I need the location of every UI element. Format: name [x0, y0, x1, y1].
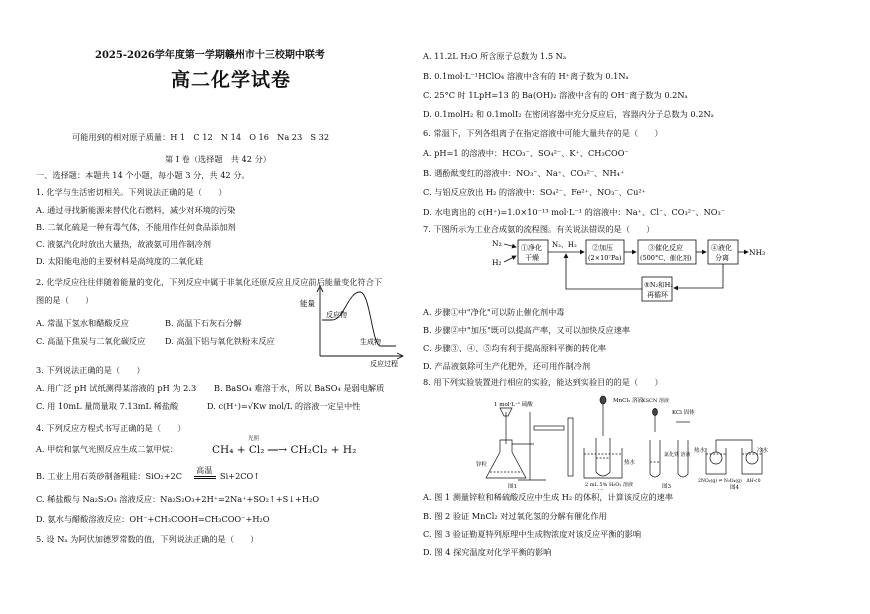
q7-option-b[interactable]: B. 步骤②中"加压"既可以提高产率，又可以加快反应速率	[423, 325, 631, 335]
q1-option-d[interactable]: D. 太阳能电池的主要材料是高纯度的二氧化硅	[36, 256, 204, 266]
energy-diagram	[298, 284, 410, 368]
q5-option-b[interactable]: B. 0.1mol·L⁻¹HClO₄ 溶液中含有的 H⁺离子数为 0.1Nₐ	[423, 71, 629, 81]
q7-stem: 7. 下图所示为工业合成氨的流程图。有关说法错误的是（ ）	[423, 224, 655, 234]
energy-reactants-label: 反应物	[326, 311, 347, 319]
q8-stem: 8. 用下列实验装置进行相应的实验，能达到实验目的的是（ ）	[423, 377, 663, 387]
section1-intro: 一、选择题：本题共 14 个小题，每小题 3 分，共 42 分。	[36, 170, 250, 180]
q5-option-d[interactable]: D. 0.1molH₂ 和 0.1molI₂ 在密闭容器中充分反应后，容器内分子总数为 0.2Nₐ	[423, 109, 714, 119]
flow-step3-line2: (500°C、催化剂)	[640, 254, 692, 262]
flow-n2-label: N₂	[492, 239, 502, 248]
q2-option-d[interactable]: D. 高温下铝与氧化铁粉末反应	[165, 336, 275, 346]
flow-h2-label: H₂	[492, 258, 502, 267]
q7-option-d[interactable]: D. 产品液氨除可生产化肥外，还可用作制冷剂	[423, 361, 591, 371]
fig3-fecl3-label: 氯化铁 溶液	[664, 452, 691, 458]
part1-title: 第 Ⅰ 卷（选择题 共 42 分）	[165, 154, 271, 164]
fig3-kscn-label: KSCN 溶液	[642, 398, 669, 404]
q4-option-a-condition: 光照	[248, 436, 260, 442]
apparatus-figures	[472, 392, 772, 490]
flow-step2-line1: ②加压	[592, 244, 613, 252]
energy-x-label: 反应过程	[370, 360, 398, 368]
q4-option-b-condition: 高温	[196, 465, 213, 475]
q6-stem: 6. 常温下，下列各组离子在指定溶液中可能大量共存的是（ ）	[423, 128, 663, 138]
flow-nh3-label: NH₃	[749, 248, 766, 257]
q4-stem: 4. 下列反应方程式书写正确的是（ ）	[36, 423, 186, 433]
flow-h2-arrow	[504, 256, 516, 262]
fig3-apparatus	[650, 409, 690, 478]
flow-step5-line2: 再循环	[647, 291, 668, 299]
energy-curve	[322, 292, 396, 346]
q4-option-a-label[interactable]: A. 甲烷和氯气光照反应生成二氯甲烷：	[36, 444, 179, 454]
flow-step5-line1: ⑤N₂和H₂	[644, 281, 673, 289]
q2-option-c[interactable]: C. 高温下焦炭与二氧化碳反应	[36, 336, 146, 346]
q4-option-b-label[interactable]: B. 工业上用石英砂制备粗硅：SiO₂+2C	[36, 471, 183, 481]
atomic-masses: 可能用到的相对原子质量：H 1 C 12 N 14 O 16 Na 23 S 32	[72, 132, 330, 142]
q1-option-a[interactable]: A. 通过寻找新能源来替代化石燃料，减少对环境的污染	[36, 205, 236, 215]
fig4-cold-label: 冷水	[757, 448, 769, 454]
ammonia-flowchart	[490, 234, 775, 302]
q2-option-a[interactable]: A. 常温下氢水和醋酸反应	[36, 318, 129, 328]
fig3-kcl-label: KCl 固体	[672, 410, 695, 416]
q3-option-c[interactable]: C. 用 10mL 量筒量取 7.13mL 稀盐酸	[36, 401, 179, 411]
q6-option-b[interactable]: B. 遇酚酞变红的溶液中：NO₃⁻、Na⁺、CO₃²⁻、NH₄⁺	[423, 168, 625, 178]
fig1-caption: 图1	[508, 484, 517, 490]
flow-step4-line2: 分离	[715, 254, 729, 262]
q5-option-c[interactable]: C. 25°C 时 1LpH=13 的 Ba(OH)₂ 溶液中含有的 OH⁻离子数为 0.2Nₐ	[423, 90, 688, 100]
flow-recycle-arrow-in	[674, 264, 723, 288]
q4-option-b-equals-bottom	[194, 478, 216, 479]
fig3-caption: 图3	[662, 484, 671, 490]
fig2-water-label: 热水	[624, 460, 636, 466]
q6-option-d[interactable]: D. 水电离出的 c(H⁺)=1.0×10⁻¹³ mol·L⁻¹ 的溶液中：Na⁺、Cl⁻、CO₃²⁻、NO₃⁻	[423, 207, 726, 217]
fig2-mncl2-label: MnCl₂ 溶液	[613, 398, 644, 404]
q1-option-b[interactable]: B. 二氧化硫是一种有毒气体，不能用作任何食品添加剂	[36, 222, 236, 232]
flow-n2-arrow	[504, 244, 516, 247]
fig4-caption: 图4	[730, 485, 739, 490]
flow-mid-n2h2: N₂、H₂	[552, 241, 577, 249]
q8-option-a[interactable]: A. 图 1 测量锌粒和稀硫酸反应中生成 H₂ 的体积，计算该反应的速率	[423, 492, 674, 502]
q7-option-c[interactable]: C. 步骤③、④、⑤均有利于提高原料平衡的转化率	[423, 343, 607, 353]
flow-step3-line1: ③催化反应	[648, 244, 683, 252]
q3-stem: 3. 下列说法正确的是（ ）	[36, 365, 145, 375]
q2-stem-line2: 图的是（ ）	[36, 295, 94, 305]
energy-products-label: 生成物	[360, 338, 381, 346]
q2-option-b[interactable]: B. 高温下石灰石分解	[165, 318, 242, 328]
flow-step4-line1: ④液化	[711, 244, 732, 252]
fig4-hot-label: 热水	[694, 448, 706, 454]
flow-step1-line1: ①净化	[521, 244, 542, 252]
q4-option-c[interactable]: C. 稀盐酸与 Na₂S₂O₃ 溶液反应：Na₂S₂O₃+2H⁺=2Na⁺+SO₂↑+S↓+H₂O	[36, 494, 320, 504]
q8-option-d[interactable]: D. 图 4 探究温度对化学平衡的影响	[423, 547, 552, 557]
fig4-apparatus	[706, 440, 762, 474]
q3-option-d[interactable]: D. c(H⁺)=√Kw mol/L 的溶液一定呈中性	[207, 401, 361, 411]
q2-stem-line1: 2. 化学反应往往伴随着能量的变化，下列反应中属于非氧化还原反应且反应前后能量变化符合下	[36, 277, 383, 287]
q1-stem: 1. 化学与生活密切相关。下列说法正确的是（ ）	[36, 187, 227, 197]
fig2-caption	[598, 488, 607, 490]
q6-option-a[interactable]: A. pH=1 的溶液中：HCO₃⁻、SO₄²⁻、K⁺、CH₃COO⁻	[423, 148, 629, 158]
q6-option-c[interactable]: C. 与铝反应放出 H₂ 的溶液中：SO₄²⁻、Fe²⁺、NO₃⁻、Cu²⁺	[423, 187, 646, 197]
q8-option-c[interactable]: C. 图 3 验证勒夏特列原理中生成物浓度对该反应平衡的影响	[423, 529, 642, 539]
q7-option-a[interactable]: A. 步骤①中"净化"可以防止催化剂中毒	[423, 307, 565, 317]
exam-title: 高二化学试卷	[171, 69, 292, 91]
flow-step2-line2: (2×10⁷Pa)	[588, 254, 622, 262]
q3-option-a[interactable]: A. 用广泛 pH 试纸测得某溶液的 pH 为 2.3	[36, 383, 197, 393]
fig1-apparatus	[486, 408, 573, 480]
fig1-zinc-label: 锌粒	[476, 462, 488, 468]
q4-option-b-equals-top	[194, 476, 216, 477]
flow-step1-line2: 干燥	[525, 254, 539, 262]
q3-option-b[interactable]: B. BaSO₄ 难溶于水，所以 BaSO₄ 是弱电解质	[214, 383, 385, 393]
q1-option-c[interactable]: C. 液氨汽化时放出大量热，故液氨可用作制冷剂	[36, 239, 211, 249]
q8-option-b[interactable]: B. 图 2 验证 MnCl₂ 对过氧化氢的分解有催化作用	[423, 511, 607, 521]
q4-option-d[interactable]: D. 氨水与醋酸溶液反应：OH⁻+CH₃COOH=CH₃COO⁻+H₂O	[36, 514, 270, 524]
exam-header: 2025-2026学年度第一学期赣州市十三校期中联考	[95, 50, 325, 61]
fig2-apparatus	[584, 396, 622, 478]
fig4-equation: 2NO₂(g) ⇌ N₂O₄(g) ΔH<0	[698, 479, 761, 484]
q4-option-a-equation: CH₄ + Cl₂ ⎯⎯→ CH₂Cl₂ + H₂	[212, 444, 357, 456]
fig1-reagent-label: 1 mol·L⁻¹ 硫酸	[494, 402, 533, 408]
fig2-tube-label: 2 mL 5% H₂O₂ 溶液	[585, 482, 634, 488]
q4-option-b-products: Si+2CO↑	[220, 471, 261, 481]
q5-option-a[interactable]: A. 11.2L H₂O 所含原子总数为 1.5 Nₐ	[423, 51, 566, 61]
energy-y-label: 能量	[300, 299, 315, 308]
q5-stem: 5. 设 Nₐ 为阿伏加德罗常数的值，下列说法正确的是（ ）	[36, 534, 259, 544]
